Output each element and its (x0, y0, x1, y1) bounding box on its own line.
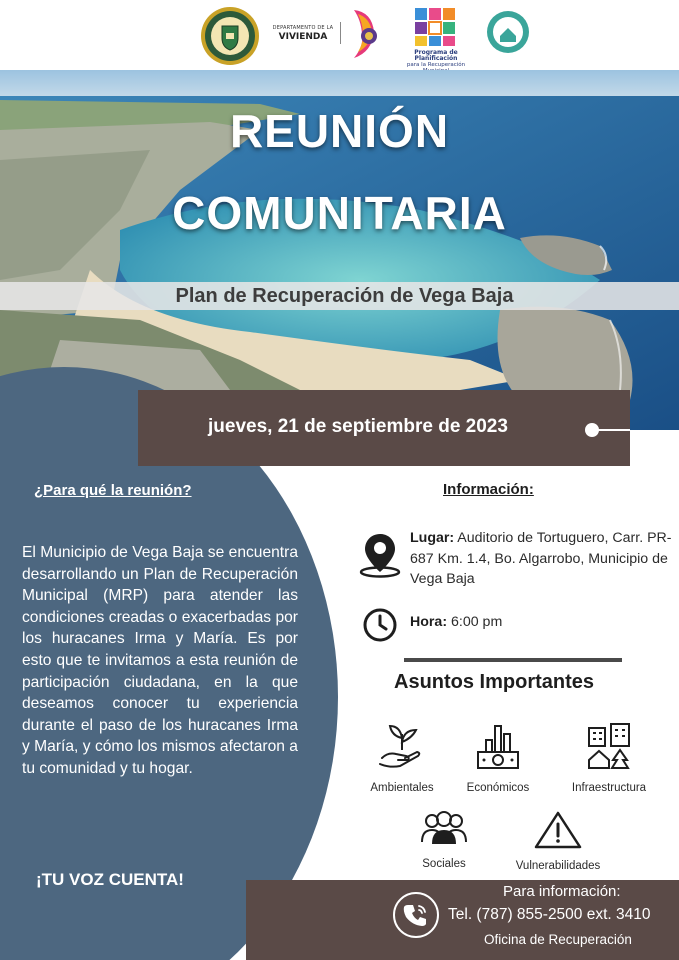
location-pin-icon (357, 530, 403, 578)
slogan: ¡TU VOZ CUENTA! (36, 870, 184, 889)
subtitle-plan: Plan de Recuperación de Vega Baja (175, 285, 514, 307)
topic-label-infraestructura: Infraestructura (571, 782, 647, 794)
hora-row (410, 612, 610, 633)
programa-line2: para la Recuperación (406, 62, 466, 68)
topic-infraestructura (566, 720, 652, 794)
buildings-icon (583, 720, 635, 772)
phone-icon (402, 901, 430, 929)
warning-triangle-icon (532, 810, 584, 850)
topic-economicos (458, 720, 538, 794)
people-group-icon (418, 810, 470, 848)
vivienda-logo (272, 25, 334, 42)
vivienda-small-text: DEPARTAMENTO DE LA (272, 25, 334, 31)
footer-info-label: Para información: (503, 883, 621, 900)
vivienda-big-text: VIVIENDA (278, 32, 328, 42)
programa-planificacion-logo (413, 6, 457, 48)
topic-ambientales (362, 720, 442, 794)
topics-heading: Asuntos Importantes (394, 671, 595, 693)
topic-sociales (404, 810, 484, 870)
tortuguero-emblem-logo (348, 6, 384, 62)
purpose-body: El Municipio de Vega Baja se encuentra desarrollando un Plan de Recuperación Municipal (MRP) para atender las condiciones creadas o exacerbadas por los huracanes Irma y María. Es por esto que te invitamos a esta reunión de participación ciudadana, en la que deseamos conocer tu experiencia durante el paso de los huracanes Irma y María, y cómo los mismos afectaron a tu comunidad y tu hogar. (22, 544, 298, 777)
footer-phone: Tel. (787) 855-2500 ext. 3410 (448, 906, 651, 923)
title-reunion: REUNIÓN (229, 105, 450, 157)
lugar-row (410, 528, 672, 590)
info-divider (404, 658, 622, 662)
topic-label-ambientales: Ambientales (370, 782, 434, 794)
clock-icon (362, 607, 398, 643)
purpose-heading: ¿Para qué la reunión? (34, 482, 192, 499)
topic-label-sociales: Sociales (422, 858, 466, 870)
topic-label-vulnerabilidades: Vulnerabilidades (515, 860, 601, 872)
date-line (596, 429, 630, 431)
phone-circle (393, 892, 439, 938)
topic-vulnerabilidades (512, 810, 604, 872)
topic-label-economicos: Económicos (466, 782, 530, 794)
money-growth-icon (472, 720, 524, 772)
subtitle-band (0, 282, 679, 310)
programa-line1: Programa de Planificación (414, 49, 458, 62)
header-logos (0, 0, 679, 70)
hora-value: 6:00 pm (447, 614, 503, 630)
lugar-label: Lugar: (410, 530, 455, 546)
municipio-seal-logo (200, 6, 260, 66)
footer-office: Oficina de Recuperación (484, 932, 632, 947)
circular-green-logo (486, 10, 530, 54)
date-band (138, 390, 630, 466)
hora-label: Hora: (410, 614, 448, 630)
plant-in-hand-icon (376, 720, 428, 772)
vivienda-separator (340, 22, 341, 44)
lugar-value: Auditorio de Tortuguero, Carr. PR-687 Km. 1.4, Bo. Algarrobo, Municipio de Vega Baja (410, 530, 672, 587)
event-date: jueves, 21 de septiembre de 2023 (208, 416, 508, 437)
info-heading: Información: (443, 481, 534, 498)
title-comunitaria: COMUNITARIA (172, 187, 507, 239)
